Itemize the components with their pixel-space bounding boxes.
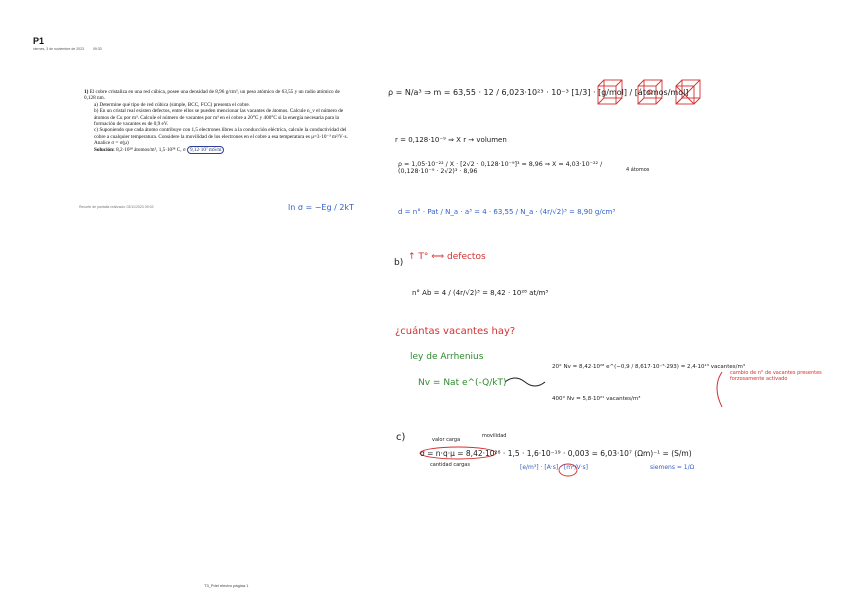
part-b-defects: ↑ T° ⟺ defectos — [408, 252, 486, 262]
siemens-note: siemens = 1/Ω — [650, 464, 695, 471]
problem-text: El cobre cristaliza en una red cúbica, posee una densidad de 8,96 g/cm³, un peso atómico de 63,55 y un radio atómico de 0,128 nm. — [84, 89, 340, 102]
solution-label: Solución: — [94, 146, 115, 153]
units-line: [e/m³] · [A·s] · [m²/V·s] — [520, 464, 588, 471]
part-b-label: b) — [394, 258, 404, 268]
density-formula: ρ = N/a³ ⇒ m = 63,55 · 12 / 6,023·10²³ · 10⁻³ [1/3] · [g/mol] / [átomos/mol] — [388, 88, 689, 97]
problem-part-b: b) En un cristal real existen defectos, entre ellos se pueden mencionar las vacantes de átomos. Calcule n_v el número de átomos de Cu por m³. Calcule el número de vacantes por m³ en el cobre a 20°C y 400°C si la energía necesaria para la formación de vacantes es de 0,9 eV. — [94, 108, 344, 128]
page-footer: T3_Pdel electro página 1 — [204, 583, 249, 588]
problem-part-c: c) Suponiendo que cada átomo contribuye con 1,5 electrones libres a la conducción eléctrica, calcule la conductividad del cobre a cualquier temperatura. Considere la movilidad de los electrones en el cobre a esa temperatura es μ=3·10⁻³ m²/V·s. Analice σ = σ(μ) — [94, 127, 348, 147]
vacancy-question: ¿cuántas vacantes hay? — [395, 326, 516, 337]
radius-line: r = 0,128·10⁻⁹ ⇒ X r → volumen — [395, 136, 507, 144]
vacancies-20c: 20° Nv = 8,42·10²⁸ e^(−0,9 / 8,617·10⁻⁵·293) = 2,4·10¹³ vacantes/m³ — [552, 364, 746, 370]
carrier-count-label: cantidad cargas — [430, 462, 470, 468]
page-date: viernes, 3 de noviembre de 2023 — [33, 47, 84, 51]
arrhenius-formula: Nv = Nat e^(-Q/kT) — [418, 378, 507, 388]
problem-number: 1) — [84, 89, 89, 95]
vacancy-red-note: cambio de n° de vacantes presentes forzosamente activado — [730, 370, 822, 382]
mobility-label: movilidad — [482, 433, 507, 439]
solution-values: 8,2·10²⁸ átomos/m³, 1,5·10²⁸ C, σ — [116, 146, 186, 153]
density-equation: ρ = 1,05·10⁻²² / X · [2√2 · 0,128·10⁻⁹]³ = 8,96 ⇒ X = 4,03·10⁻²² / (0,128·10⁻⁹ · 2√2)³ · 8,96 — [398, 161, 603, 175]
arrhenius-label: ley de Arrhenius — [410, 352, 484, 362]
page-title: P1 — [33, 36, 45, 46]
density-result: 4 átomos — [626, 167, 650, 173]
part-c-label: c) — [396, 432, 406, 443]
ln-sigma-note: ln σ = −Eg / 2kT — [288, 203, 354, 212]
page-time: 09:33 — [92, 47, 102, 51]
carrier-value-label: valor carga — [432, 437, 461, 443]
vacancies-400c: 400° Nv = 5,8·10²¹ vacantes/m³ — [552, 396, 641, 402]
solution-boxed: 9,12·10⁷ mS/m — [187, 146, 225, 154]
clipping-footer: Recorte de pantalla realizado: 03/11/2023 09:03 — [79, 205, 154, 209]
density-check: d = n° · Pat / N_a · a³ = 4 · 63,55 / N_a · (4r/√2)³ = 8,90 g/cm³ — [398, 208, 616, 216]
atom-count: n° Ab = 4 / (4r/√2)³ = 8,42 · 10²⁸ at/m³ — [412, 289, 549, 297]
problem-part-a: a) Determine qué tipo de red cúbica (simple, BCC, FCC) presenta el cobre. — [94, 101, 251, 108]
conductivity-equation: σ = n·q·μ = 8,42·10²⁸ · 1,5 · 1,6·10⁻¹⁹ · 0,003 = 6,03·10⁷ (Ωm)⁻¹ = (S/m) — [420, 449, 692, 458]
